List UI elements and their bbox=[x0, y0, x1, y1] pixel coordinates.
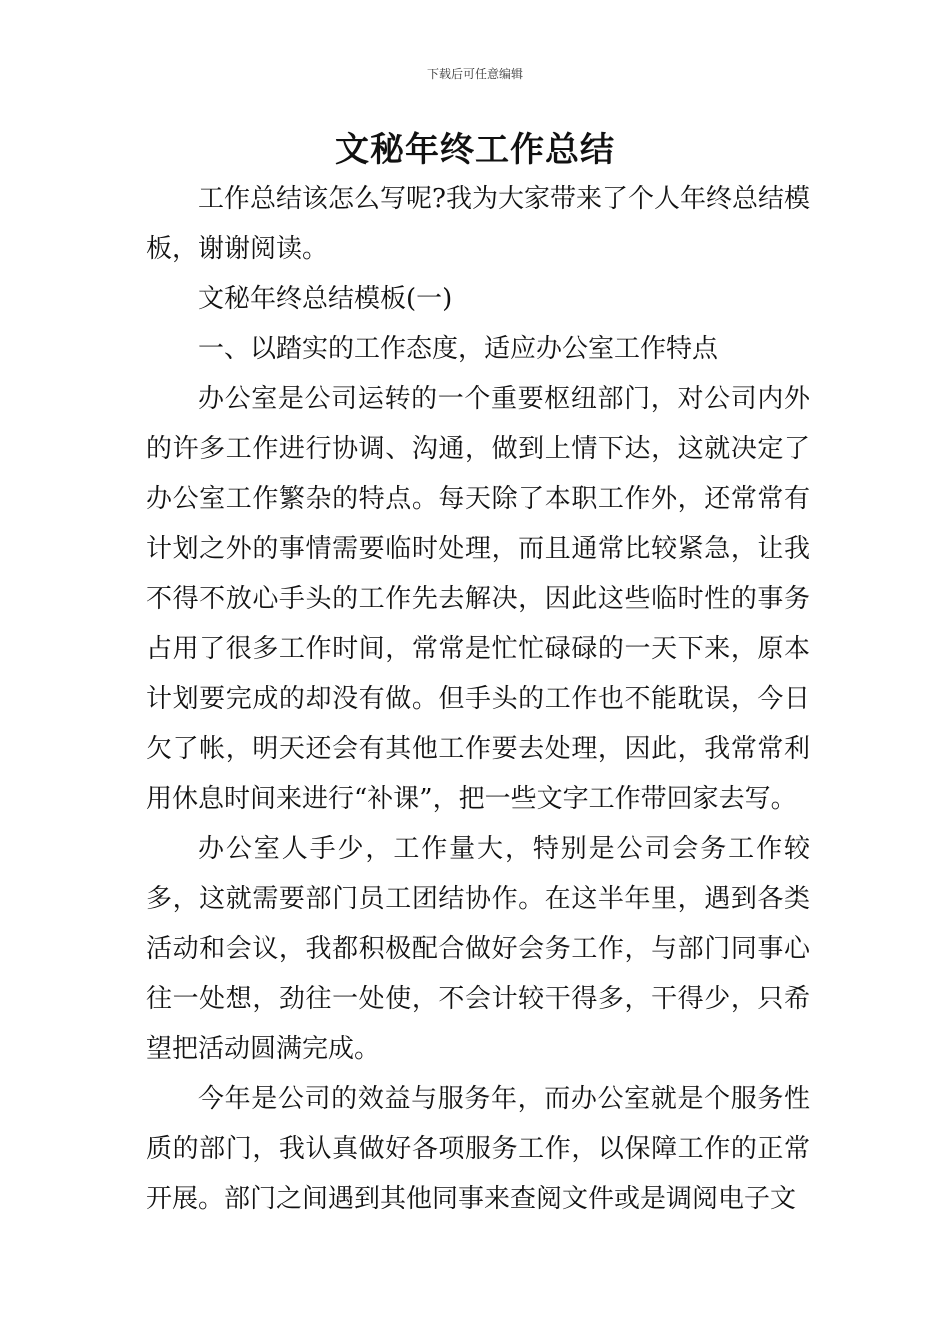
document-body bbox=[146, 174, 810, 1224]
body-paragraph: 今年是公司的效益与服务年，而办公室就是个服务性质的部门，我认真做好各项服务工作，以保障工作的正常开展。部门之间遇到其他同事来查阅文件或是调阅电子文 bbox=[146, 1084, 810, 1214]
body-paragraph: 办公室是公司运转的一个重要枢纽部门，对公司内外的许多工作进行协调、沟通，做到上情下达，这就决定了办公室工作繁杂的特点。每天除了本职工作外，还常常有计划之外的事情需要临时处理，而且通常比较紧急，让我不得不放心手头的工作先去解决，因此这些临时性的事务占用了很多工作时间，常常是忙忙碌碌的一天下来，原本计划要完成的却没有做。但手头的工作也不能耽误，今日欠了帐，明天还会有其他工作要去处理，因此，我常常利用休息时间来进行“补课”，把一些文字工作带回家去写。 bbox=[146, 384, 810, 814]
body-paragraph: 办公室人手少，工作量大，特别是公司会务工作较多，这就需要部门员工团结协作。在这半年里，遇到各类活动和会议，我都积极配合做好会务工作，与部门同事心往一处想，劲往一处使，不会计较干得多，干得少，只希望把活动圆满完成。 bbox=[146, 834, 810, 1064]
header-note: 下载后可任意编辑 bbox=[426, 67, 523, 81]
section-heading: 文秘年终总结模板(一) bbox=[198, 284, 453, 314]
document-title: 文秘年终工作总结 bbox=[335, 130, 615, 170]
subsection-heading: 一、以踏实的工作态度，适应办公室工作特点 bbox=[198, 334, 719, 364]
intro-paragraph: 工作总结该怎么写呢?我为大家带来了个人年终总结模板，谢谢阅读。 bbox=[146, 184, 810, 264]
